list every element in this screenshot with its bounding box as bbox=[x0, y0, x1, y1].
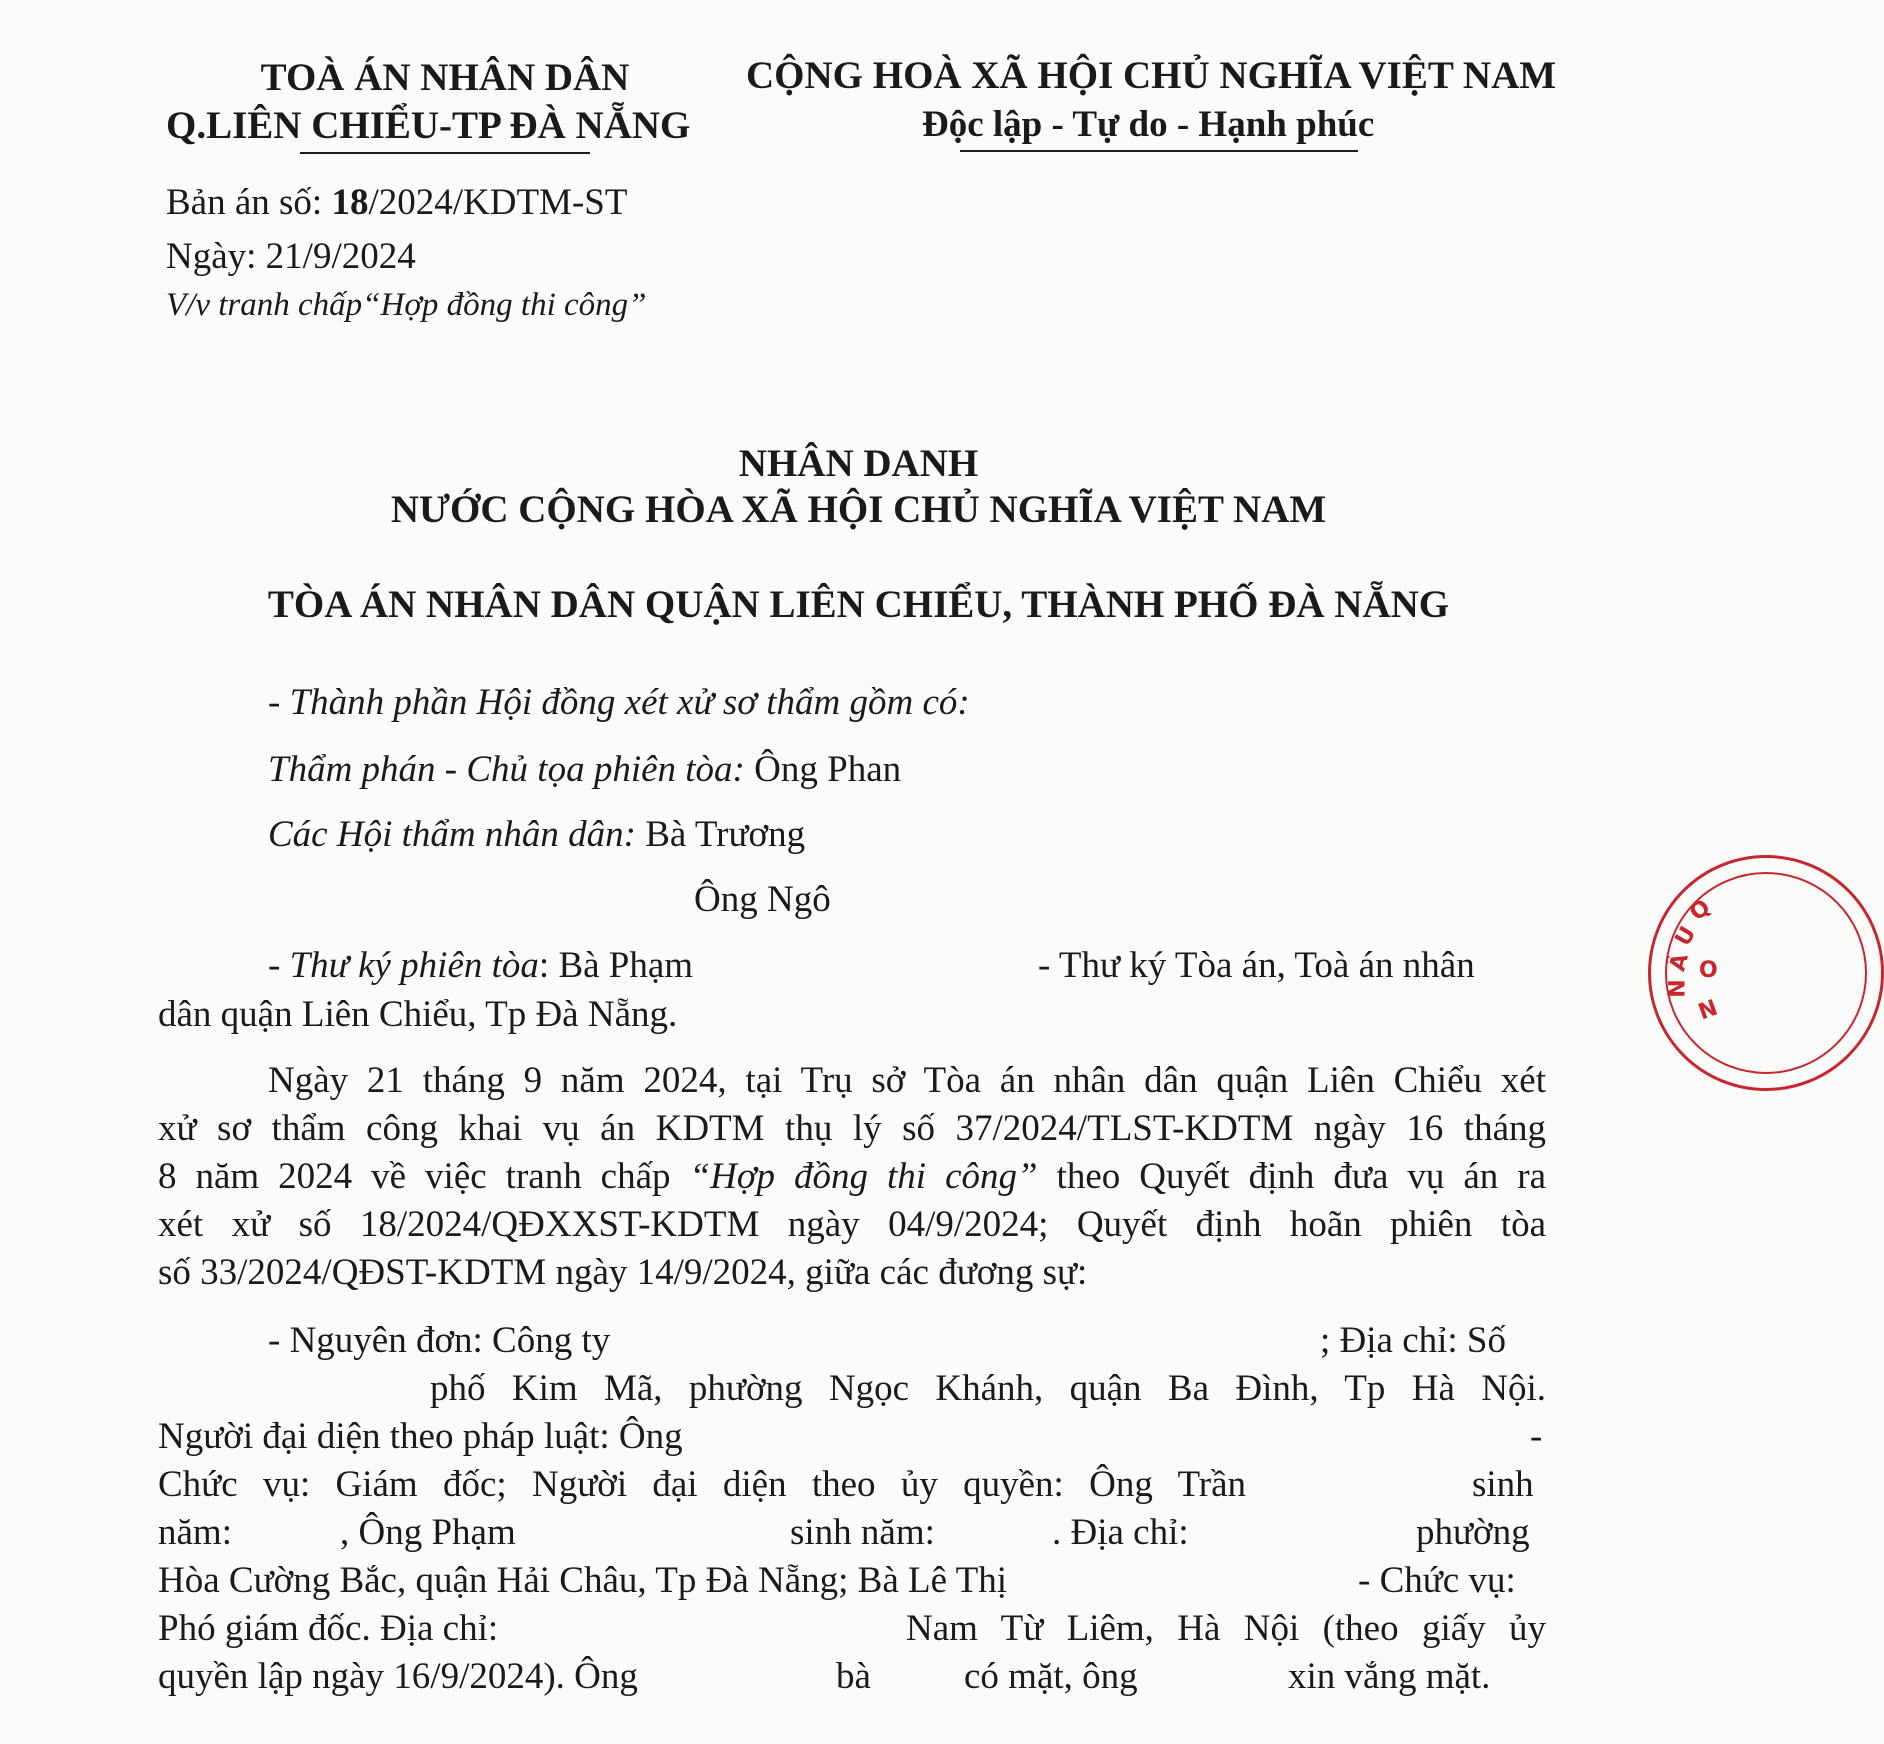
clerk-line bbox=[268, 947, 693, 984]
seal-letter: O bbox=[1699, 958, 1718, 983]
title-line2: NƯỚC CỘNG HÒA XÃ HỘI CHỦ NGHĨA VIỆT NAM bbox=[390, 488, 1327, 531]
hearing-line-3 bbox=[158, 1158, 1546, 1195]
nation-name: CỘNG HOÀ XÃ HỘI CHỦ NGHĨA VIỆT NAM bbox=[746, 54, 1557, 97]
judge-label: Thẩm phán - Chủ tọa phiên tòa: bbox=[268, 749, 745, 790]
rep-pham-born: sinh năm: bbox=[790, 1512, 935, 1553]
clerk-label: Thư ký phiên tòa bbox=[289, 945, 539, 986]
rep-pham: , Ông Phạm bbox=[340, 1512, 516, 1553]
juror-1: Bà Trương bbox=[635, 814, 806, 855]
clerk-dash: - bbox=[268, 945, 290, 986]
contract-name: “Hợp đồng thi công” bbox=[689, 1156, 1038, 1197]
court-seal bbox=[1648, 855, 1884, 1091]
attendance-ba: bà bbox=[836, 1656, 871, 1697]
panel-intro: - Thành phần Hội đồng xét xử sơ thẩm gồm có: bbox=[268, 682, 970, 723]
legal-rep: Người đại diện theo pháp luật: Ông bbox=[158, 1416, 683, 1457]
rep-address: Hòa Cường Bắc, quận Hải Châu, Tp Đà Nẵng; Bà Lê Thị bbox=[158, 1560, 1007, 1601]
seal-letter: U bbox=[1670, 922, 1702, 951]
seal-letter: Â bbox=[1665, 951, 1694, 974]
hearing-line-5: số 33/2024/QĐST-KDTM ngày 14/9/2024, giữa các đương sự: bbox=[158, 1252, 1088, 1293]
jurors-label: Các Hội thẩm nhân dân: bbox=[268, 814, 636, 855]
court-name-underline bbox=[300, 152, 590, 154]
juror-2: Ông Ngô bbox=[694, 879, 831, 920]
rep-le-title: Phó giám đốc. Địa chỉ: bbox=[158, 1608, 499, 1649]
title-line1: NHÂN DANH bbox=[738, 442, 979, 485]
authorized-rep: Chức vụ: Giám đốc; Người đại diện theo ủy quyền: Ông Trần bbox=[158, 1464, 1246, 1505]
jurors-line bbox=[268, 816, 805, 853]
motto-underline bbox=[960, 150, 1358, 152]
legal-rep-dash: - bbox=[1530, 1416, 1543, 1457]
judgment-number: 18 bbox=[331, 182, 369, 223]
hearing-line-2: xử sơ thẩm công khai vụ án KDTM thụ lý số 37/2024/TLST-KDTM ngày 16 tháng bbox=[158, 1108, 1546, 1149]
clerk-name: : Bà Phạm bbox=[538, 945, 694, 986]
rep-le-position: - Chức vụ: bbox=[1358, 1560, 1516, 1601]
authorization-date: quyền lập ngày 16/9/2024). Ông bbox=[158, 1656, 638, 1697]
hearing-line-3a: 8 năm 2024 về việc tranh chấp bbox=[158, 1156, 690, 1197]
seal-letter: N bbox=[1665, 979, 1691, 998]
court-name-line2: Q.LIÊN CHIỂU-TP ĐÀ NẴNG bbox=[166, 104, 691, 147]
clerk-role-cont: dân quận Liên Chiểu, Tp Đà Nẵng. bbox=[158, 994, 678, 1035]
case-subject: V/v tranh chấp“Hợp đồng thi công” bbox=[166, 287, 647, 323]
clerk-role: - Thư ký Tòa án, Toà án nhân bbox=[1038, 945, 1475, 986]
court-name-line1: TOÀ ÁN NHÂN DÂN bbox=[260, 56, 630, 99]
judgment-suffix: /2024/KDTM-ST bbox=[368, 182, 628, 223]
judgment-label: Bản án số: bbox=[166, 182, 332, 223]
authorized-rep-born: sinh bbox=[1472, 1464, 1534, 1505]
judge-line bbox=[268, 751, 901, 788]
plaintiff-address-label: ; Địa chỉ: Số bbox=[1320, 1320, 1507, 1361]
rep-ward-label: phường bbox=[1416, 1512, 1530, 1553]
rep-address-label: . Địa chỉ: bbox=[1052, 1512, 1189, 1553]
judgment-date: Ngày: 21/9/2024 bbox=[166, 236, 416, 277]
rep-year-label: năm: bbox=[158, 1512, 232, 1553]
hearing-line-4: xét xử số 18/2024/QĐXXST-KDTM ngày 04/9/2024; Quyết định hoãn phiên tòa bbox=[158, 1204, 1546, 1245]
rep-le-address: Nam Từ Liêm, Hà Nội (theo giấy ủy bbox=[906, 1608, 1546, 1649]
nation-motto: Độc lập - Tự do - Hạnh phúc bbox=[922, 104, 1375, 145]
judge-name: Ông Phan bbox=[744, 749, 902, 790]
hearing-line-3c: theo Quyết định đưa vụ án ra bbox=[1037, 1156, 1547, 1197]
hearing-line-1: Ngày 21 tháng 9 năm 2024, tại Trụ sở Tòa án nhân dân quận Liên Chiểu xét bbox=[268, 1060, 1546, 1101]
seal-letter: N bbox=[1695, 995, 1722, 1026]
seal-letter: Q bbox=[1685, 894, 1716, 927]
attendance-present: có mặt, ông bbox=[964, 1656, 1138, 1697]
attendance-absent: xin vắng mặt. bbox=[1288, 1656, 1491, 1697]
plaintiff-address: phố Kim Mã, phường Ngọc Khánh, quận Ba Đình, Tp Hà Nội. bbox=[430, 1368, 1546, 1409]
plaintiff-label: - Nguyên đơn: Công ty bbox=[268, 1320, 611, 1361]
judgment-number-line bbox=[166, 184, 627, 221]
court-full-name: TÒA ÁN NHÂN DÂN QUẬN LIÊN CHIỂU, THÀNH PHỐ ĐÀ NẴNG bbox=[267, 583, 1450, 626]
